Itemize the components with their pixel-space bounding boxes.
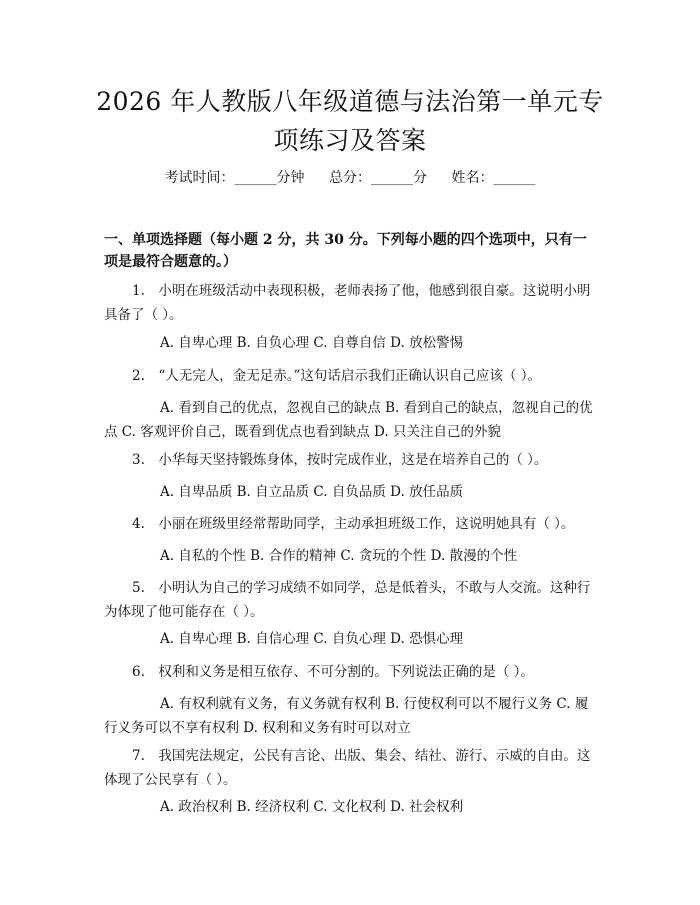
question-1: 1. 小明在班级活动中表现积极，老师表扬了他，他感到很自豪。这说明小明具备了（ ）。 [104, 283, 591, 323]
exam-score: 总分：______分 [329, 170, 427, 186]
question-3-options: A. 自卑品质 B. 自立品质 C. 自负品质 D. 放任品质 [160, 484, 464, 500]
question-4-options: A. 自私的个性 B. 合作的精神 C. 贪玩的个性 D. 散漫的个性 [160, 548, 518, 564]
question-2: 2. “人无完人，金无足赤。”这句话启示我们正确认识自己应该（ ）。 [132, 368, 541, 384]
question-2-options: A. 看到自己的优点，忽视自己的缺点 B. 看到自己的缺点，忽视自己的优点 C. 客观评价自己，既看到优点也看到缺点 D. 只关注自己的外貌 [104, 400, 593, 440]
title-line-1: 2026 年人教版八年级道德与法治第一单元专 [96, 87, 604, 116]
question-6-options: A. 有权利就有义务，有义务就有权利 B. 行使权利可以不履行义务 C. 履行义务可以不享有权利 D. 权利和义务有时可以对立 [104, 696, 589, 736]
question-7: 7. 我国宪法规定，公民有言论、出版、集会、结社、游行、示威的自由。这体现了公民享有（ ）。 [104, 748, 591, 788]
question-6: 6. 权利和义务是相互依存、不可分割的。下列说法正确的是（ ）。 [132, 664, 534, 680]
question-5: 5. 小明认为自己的学习成绩不如同学，总是低着头，不敢与人交流。这种行为体现了他可能存在（ ）。 [104, 580, 591, 620]
question-4: 4. 小丽在班级里经常帮助同学，主动承担班级工作，这说明她具有（ ）。 [132, 516, 575, 532]
section-heading: 一、单项选择题（每小题 2 分，共 30 分。下列每小题的四个选项中，只有一项是最符合题意的。） [104, 232, 587, 270]
student-name: 姓名：______ [451, 170, 536, 186]
question-3: 3. 小华每天坚持锻炼身体，按时完成作业，这是在培养自己的（ ）。 [132, 452, 548, 468]
question-5-options: A. 自卑心理 B. 自信心理 C. 自负心理 D. 恐惧心理 [160, 631, 464, 647]
exam-meta [0, 168, 700, 188]
question-7-options: A. 政治权利 B. 经济权利 C. 文化权利 D. 社会权利 [160, 799, 464, 815]
document-title [80, 82, 620, 160]
title-line-2: 项练习及答案 [273, 126, 427, 155]
exam-time: 考试时间：______分钟 [164, 170, 305, 186]
question-1-options: A. 自卑心理 B. 自负心理 C. 自尊自信 D. 放松警惕 [160, 335, 464, 351]
